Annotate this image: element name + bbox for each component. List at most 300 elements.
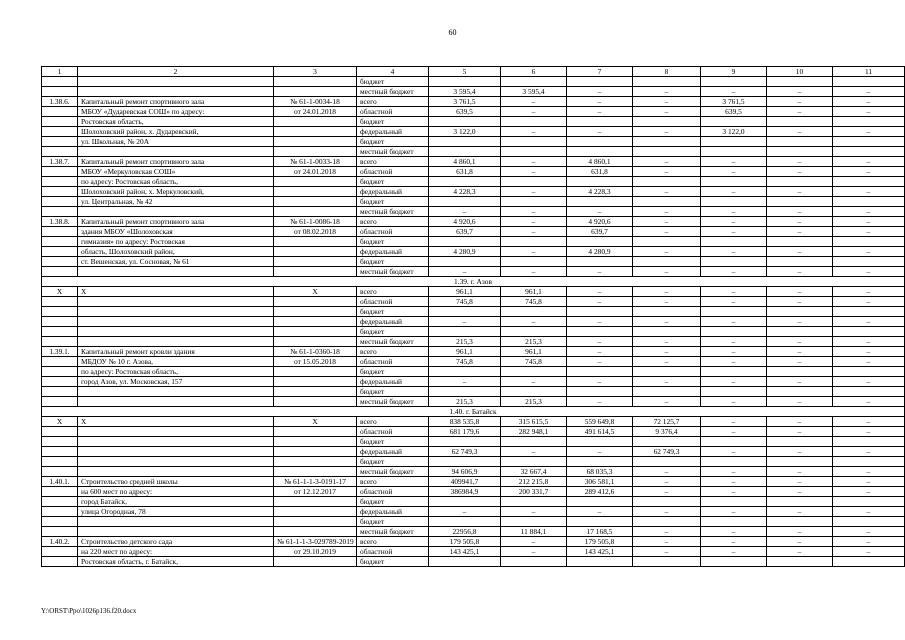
value-col-7-cell <box>567 197 633 207</box>
item-number-cell <box>42 397 78 407</box>
expertise-ref-cell <box>274 457 357 467</box>
item-number-cell <box>42 147 78 157</box>
value-col-8-cell <box>633 197 701 207</box>
section-title: 1.40. г. Батайск <box>42 407 905 417</box>
total-value-cell <box>429 307 501 317</box>
total-value-cell <box>429 387 501 397</box>
table-row <box>42 357 905 367</box>
value-col-7-cell: – <box>567 87 633 97</box>
description-cell: область, Шолоховский район, <box>78 247 274 257</box>
expertise-ref-cell: от 12.12.2017 <box>274 487 357 497</box>
value-col-10-cell <box>767 257 833 267</box>
expertise-ref-cell <box>274 377 357 387</box>
item-number-cell <box>42 127 78 137</box>
column-number-1: 1 <box>42 67 78 77</box>
value-col-6-cell: – <box>501 507 567 517</box>
value-col-6-cell: 32 667,4 <box>501 467 567 477</box>
description-cell <box>78 427 274 437</box>
budget-source-cell: всего <box>357 477 429 487</box>
value-col-8-cell: – <box>633 397 701 407</box>
description-cell <box>78 317 274 327</box>
expertise-ref-cell: от 29.10.2019 <box>274 547 357 557</box>
total-value-cell: – <box>429 317 501 327</box>
budget-source-cell: федеральный <box>357 127 429 137</box>
column-number-5: 5 <box>429 67 501 77</box>
file-path-footer: Y:\ORST\Ppo\1026p136.f20.docx <box>41 607 137 615</box>
table-row <box>42 297 905 307</box>
table-row <box>42 327 905 337</box>
value-col-9-cell: 639,5 <box>701 107 767 117</box>
value-col-6-cell <box>501 257 567 267</box>
total-value-cell <box>429 147 501 157</box>
total-value-cell: 3 122,0 <box>429 127 501 137</box>
table-row <box>42 347 905 357</box>
value-col-6-cell <box>501 307 567 317</box>
value-col-9-cell <box>701 367 767 377</box>
budget-source-cell: местный бюджет <box>357 467 429 477</box>
value-col-10-cell: – <box>767 297 833 307</box>
value-col-8-cell <box>633 177 701 187</box>
description-cell: на 220 мест по адресу: <box>78 547 274 557</box>
value-col-10-cell: – <box>767 247 833 257</box>
table-row <box>42 337 905 347</box>
total-value-cell: 3 761,5 <box>429 97 501 107</box>
budget-source-cell: всего <box>357 97 429 107</box>
expertise-ref-cell <box>274 447 357 457</box>
value-col-6-cell <box>501 197 567 207</box>
value-col-9-cell: – <box>701 477 767 487</box>
value-col-7-cell <box>567 147 633 157</box>
total-value-cell: 631,8 <box>429 167 501 177</box>
budget-source-cell: местный бюджет <box>357 337 429 347</box>
value-col-7-cell: – <box>567 207 633 217</box>
total-value-cell: 22956,8 <box>429 527 501 537</box>
total-value-cell <box>429 197 501 207</box>
description-cell <box>78 207 274 217</box>
value-col-10-cell: – <box>767 507 833 517</box>
item-number-cell <box>42 357 78 367</box>
value-col-11-cell <box>833 497 905 507</box>
table-row <box>42 437 905 447</box>
column-number-7: 7 <box>567 67 633 77</box>
value-col-9-cell <box>701 257 767 267</box>
value-col-7-cell: – <box>567 337 633 347</box>
description-cell: Капитальный ремонт спортивного зала <box>78 157 274 167</box>
value-col-7-cell: 179 505,8 <box>567 537 633 547</box>
total-value-cell: – <box>429 267 501 277</box>
value-col-9-cell <box>701 557 767 567</box>
value-col-10-cell <box>767 327 833 337</box>
value-col-9-cell <box>701 137 767 147</box>
table-row <box>42 517 905 527</box>
description-cell <box>78 527 274 537</box>
description-cell: Ростовская область, г. Батайск, <box>78 557 274 567</box>
value-col-7-cell: – <box>567 127 633 137</box>
value-col-8-cell: – <box>633 527 701 537</box>
value-col-8-cell <box>633 307 701 317</box>
description-cell <box>78 337 274 347</box>
table-row <box>42 157 905 167</box>
value-col-7-cell: 559 649,8 <box>567 417 633 427</box>
expertise-ref-cell: от 24.01.2018 <box>274 107 357 117</box>
budget-source-cell: бюджет <box>357 557 429 567</box>
table-row <box>42 467 905 477</box>
value-col-6-cell <box>501 387 567 397</box>
value-col-7-cell: – <box>567 267 633 277</box>
value-col-8-cell: – <box>633 287 701 297</box>
expertise-ref-cell: № 61-1-0360-18 <box>274 347 357 357</box>
value-col-7-cell <box>567 367 633 377</box>
item-number-cell <box>42 497 78 507</box>
value-col-11-cell <box>833 367 905 377</box>
value-col-9-cell <box>701 437 767 447</box>
total-value-cell: 4 280,9 <box>429 247 501 257</box>
value-col-8-cell <box>633 137 701 147</box>
value-col-7-cell <box>567 437 633 447</box>
value-col-6-cell: 745,8 <box>501 297 567 307</box>
value-col-10-cell: – <box>767 287 833 297</box>
expertise-ref-cell: № 61-1-1-3-0191-17 <box>274 477 357 487</box>
item-number-cell <box>42 307 78 317</box>
item-number-cell <box>42 247 78 257</box>
value-col-10-cell <box>767 367 833 377</box>
value-col-9-cell: – <box>701 187 767 197</box>
value-col-11-cell <box>833 147 905 157</box>
value-col-7-cell <box>567 177 633 187</box>
expertise-ref-cell: № 61-1-0086-18 <box>274 217 357 227</box>
item-number-cell <box>42 197 78 207</box>
value-col-10-cell <box>767 147 833 157</box>
value-col-11-cell <box>833 437 905 447</box>
total-value-cell <box>429 237 501 247</box>
value-col-10-cell <box>767 387 833 397</box>
value-col-9-cell: – <box>701 297 767 307</box>
value-col-8-cell: – <box>633 127 701 137</box>
value-col-8-cell: – <box>633 487 701 497</box>
value-col-11-cell <box>833 557 905 567</box>
table-row <box>42 397 905 407</box>
budget-source-cell: областной <box>357 487 429 497</box>
value-col-11-cell: – <box>833 217 905 227</box>
value-col-8-cell: – <box>633 477 701 487</box>
value-col-11-cell: – <box>833 337 905 347</box>
description-cell <box>78 267 274 277</box>
value-col-7-cell: – <box>567 97 633 107</box>
column-number-6: 6 <box>501 67 567 77</box>
value-col-11-cell: – <box>833 447 905 457</box>
value-col-8-cell: – <box>633 297 701 307</box>
budget-source-cell: федеральный <box>357 187 429 197</box>
description-cell: Шолоховский район, х. Меркуловский, <box>78 187 274 197</box>
value-col-10-cell <box>767 457 833 467</box>
value-col-7-cell: 639,7 <box>567 227 633 237</box>
table-row <box>42 507 905 517</box>
value-col-8-cell: – <box>633 537 701 547</box>
value-col-7-cell: 143 425,1 <box>567 547 633 557</box>
budget-source-cell: федеральный <box>357 377 429 387</box>
value-col-11-cell: – <box>833 267 905 277</box>
value-col-9-cell <box>701 237 767 247</box>
expertise-ref-cell <box>274 127 357 137</box>
value-col-8-cell: – <box>633 207 701 217</box>
value-col-8-cell: – <box>633 357 701 367</box>
item-number-cell <box>42 257 78 267</box>
value-col-6-cell: – <box>501 127 567 137</box>
value-col-9-cell: 3 122,0 <box>701 127 767 137</box>
budget-source-cell: бюджет <box>357 137 429 147</box>
expertise-ref-cell <box>274 197 357 207</box>
item-number-cell <box>42 177 78 187</box>
table-row <box>42 547 905 557</box>
description-cell <box>78 147 274 157</box>
value-col-10-cell <box>767 437 833 447</box>
budget-source-cell: всего <box>357 157 429 167</box>
expertise-ref-cell <box>274 77 357 87</box>
table-row <box>42 257 905 267</box>
budget-source-cell: бюджет <box>357 257 429 267</box>
value-col-8-cell: – <box>633 107 701 117</box>
total-value-cell <box>429 367 501 377</box>
value-col-7-cell: 4 860,1 <box>567 157 633 167</box>
value-col-6-cell: – <box>501 217 567 227</box>
value-col-8-cell <box>633 237 701 247</box>
value-col-6-cell: 961,1 <box>501 287 567 297</box>
table-row <box>42 367 905 377</box>
value-col-11-cell: – <box>833 487 905 497</box>
value-col-10-cell: – <box>767 87 833 97</box>
value-col-10-cell <box>767 557 833 567</box>
value-col-11-cell: – <box>833 377 905 387</box>
total-value-cell: 3 595,4 <box>429 87 501 97</box>
value-col-9-cell: – <box>701 347 767 357</box>
item-number-cell <box>42 387 78 397</box>
value-col-6-cell: – <box>501 157 567 167</box>
value-col-6-cell <box>501 557 567 567</box>
item-number-cell: 1.38.6. <box>42 97 78 107</box>
value-col-8-cell <box>633 147 701 157</box>
value-col-6-cell <box>501 437 567 447</box>
value-col-9-cell: – <box>701 547 767 557</box>
value-col-11-cell: – <box>833 187 905 197</box>
value-col-10-cell: – <box>767 97 833 107</box>
description-cell: Строительство детского сада <box>78 537 274 547</box>
table-row <box>42 447 905 457</box>
description-cell: город Батайск, <box>78 497 274 507</box>
value-col-9-cell: – <box>701 167 767 177</box>
value-col-10-cell: – <box>767 227 833 237</box>
value-col-9-cell <box>701 497 767 507</box>
budget-source-cell: всего <box>357 537 429 547</box>
value-col-6-cell <box>501 137 567 147</box>
value-col-6-cell <box>501 457 567 467</box>
value-col-10-cell: – <box>767 127 833 137</box>
value-col-8-cell: – <box>633 247 701 257</box>
value-col-11-cell: – <box>833 97 905 107</box>
value-col-7-cell <box>567 327 633 337</box>
table-row <box>42 137 905 147</box>
column-number-11: 11 <box>833 67 905 77</box>
value-col-11-cell <box>833 387 905 397</box>
expertise-ref-cell <box>274 497 357 507</box>
total-value-cell: 409941,7 <box>429 477 501 487</box>
value-col-7-cell: – <box>567 507 633 517</box>
total-value-cell <box>429 557 501 567</box>
value-col-7-cell: 4 228,3 <box>567 187 633 197</box>
description-cell: на 600 мест по адресу: <box>78 487 274 497</box>
total-value-cell: 681 179,6 <box>429 427 501 437</box>
item-number-cell <box>42 447 78 457</box>
value-col-9-cell: – <box>701 157 767 167</box>
value-col-8-cell: – <box>633 267 701 277</box>
description-cell: Х <box>78 287 274 297</box>
item-number-cell <box>42 427 78 437</box>
value-col-10-cell <box>767 117 833 127</box>
value-col-10-cell: – <box>767 537 833 547</box>
item-number-cell <box>42 227 78 237</box>
expertise-ref-cell <box>274 267 357 277</box>
value-col-8-cell: – <box>633 157 701 167</box>
item-number-cell <box>42 547 78 557</box>
value-col-7-cell: – <box>567 447 633 457</box>
value-col-6-cell: – <box>501 207 567 217</box>
value-col-7-cell: 289 412,6 <box>567 487 633 497</box>
budget-source-cell: всего <box>357 417 429 427</box>
item-number-cell <box>42 367 78 377</box>
value-col-8-cell: – <box>633 337 701 347</box>
value-col-7-cell <box>567 497 633 507</box>
expertise-ref-cell <box>274 117 357 127</box>
total-value-cell <box>429 137 501 147</box>
total-value-cell: 745,8 <box>429 297 501 307</box>
value-col-7-cell: – <box>567 397 633 407</box>
value-col-11-cell <box>833 327 905 337</box>
expertise-ref-cell <box>274 147 357 157</box>
value-col-11-cell: – <box>833 227 905 237</box>
budget-source-cell: областной <box>357 547 429 557</box>
value-col-6-cell: – <box>501 97 567 107</box>
value-col-11-cell: – <box>833 317 905 327</box>
budget-source-cell: местный бюджет <box>357 147 429 157</box>
value-col-7-cell <box>567 387 633 397</box>
description-cell <box>78 447 274 457</box>
table-row <box>42 317 905 327</box>
total-value-cell: – <box>429 207 501 217</box>
table-row <box>42 147 905 157</box>
value-col-8-cell: – <box>633 87 701 97</box>
value-col-11-cell: – <box>833 527 905 537</box>
value-col-8-cell <box>633 327 701 337</box>
item-number-cell <box>42 117 78 127</box>
description-cell <box>78 457 274 467</box>
value-col-9-cell <box>701 147 767 157</box>
budget-source-cell: областной <box>357 107 429 117</box>
value-col-11-cell: – <box>833 547 905 557</box>
value-col-6-cell <box>501 237 567 247</box>
budget-source-cell: бюджет <box>357 387 429 397</box>
expertise-ref-cell <box>274 427 357 437</box>
total-value-cell: 961,1 <box>429 347 501 357</box>
expertise-ref-cell <box>274 257 357 267</box>
description-cell <box>78 517 274 527</box>
value-col-9-cell <box>701 327 767 337</box>
total-value-cell: 94 606,9 <box>429 467 501 477</box>
total-value-cell <box>429 517 501 527</box>
item-number-cell <box>42 457 78 467</box>
value-col-7-cell: – <box>567 317 633 327</box>
table-row <box>42 87 905 97</box>
value-col-9-cell <box>701 117 767 127</box>
value-col-7-cell: – <box>567 297 633 307</box>
description-cell: Капитальный ремонт спортивного зала <box>78 97 274 107</box>
column-number-8: 8 <box>633 67 701 77</box>
table-row <box>42 177 905 187</box>
description-cell: Капитальный ремонт спортивного зала <box>78 217 274 227</box>
value-col-6-cell: – <box>501 187 567 197</box>
total-value-cell: – <box>429 507 501 517</box>
value-col-8-cell: 72 125,7 <box>633 417 701 427</box>
value-col-9-cell: – <box>701 507 767 517</box>
total-value-cell: 179 505,8 <box>429 537 501 547</box>
value-col-9-cell <box>701 387 767 397</box>
value-col-9-cell: 3 761,5 <box>701 97 767 107</box>
budget-source-cell: областной <box>357 427 429 437</box>
expertise-ref-cell <box>274 437 357 447</box>
expertise-ref-cell <box>274 237 357 247</box>
table-row <box>42 537 905 547</box>
value-col-6-cell: 212 215,8 <box>501 477 567 487</box>
expertise-ref-cell <box>274 397 357 407</box>
table-row <box>42 427 905 437</box>
table-row <box>42 107 905 117</box>
value-col-11-cell: – <box>833 287 905 297</box>
item-number-cell: 1.39.1. <box>42 347 78 357</box>
value-col-6-cell: – <box>501 107 567 117</box>
column-number-9: 9 <box>701 67 767 77</box>
value-col-8-cell <box>633 517 701 527</box>
value-col-11-cell <box>833 137 905 147</box>
table-row <box>42 237 905 247</box>
item-number-cell: 1.40.1. <box>42 477 78 487</box>
budget-source-cell: бюджет <box>357 77 429 87</box>
item-number-cell: Х <box>42 287 78 297</box>
value-col-10-cell: – <box>767 467 833 477</box>
value-col-9-cell: – <box>701 397 767 407</box>
budget-source-cell: областной <box>357 227 429 237</box>
section-header-row <box>42 277 905 287</box>
value-col-9-cell <box>701 457 767 467</box>
value-col-10-cell: – <box>767 447 833 457</box>
expertise-ref-cell: от 15.05.2018 <box>274 357 357 367</box>
value-col-10-cell: – <box>767 377 833 387</box>
value-col-11-cell <box>833 257 905 267</box>
table-row <box>42 217 905 227</box>
item-number-cell: 1.38.8. <box>42 217 78 227</box>
expertise-ref-cell: Х <box>274 417 357 427</box>
total-value-cell: 961,1 <box>429 287 501 297</box>
item-number-cell <box>42 557 78 567</box>
budget-source-cell: бюджет <box>357 367 429 377</box>
expertise-ref-cell <box>274 177 357 187</box>
budget-source-cell: бюджет <box>357 307 429 317</box>
value-col-6-cell: – <box>501 317 567 327</box>
budget-source-cell: всего <box>357 287 429 297</box>
total-value-cell: 4 920,6 <box>429 217 501 227</box>
value-col-9-cell: – <box>701 377 767 387</box>
description-cell <box>78 77 274 87</box>
value-col-6-cell: 215,3 <box>501 337 567 347</box>
expertise-ref-cell <box>274 207 357 217</box>
description-cell: МБДОУ № 10 г. Азова, <box>78 357 274 367</box>
